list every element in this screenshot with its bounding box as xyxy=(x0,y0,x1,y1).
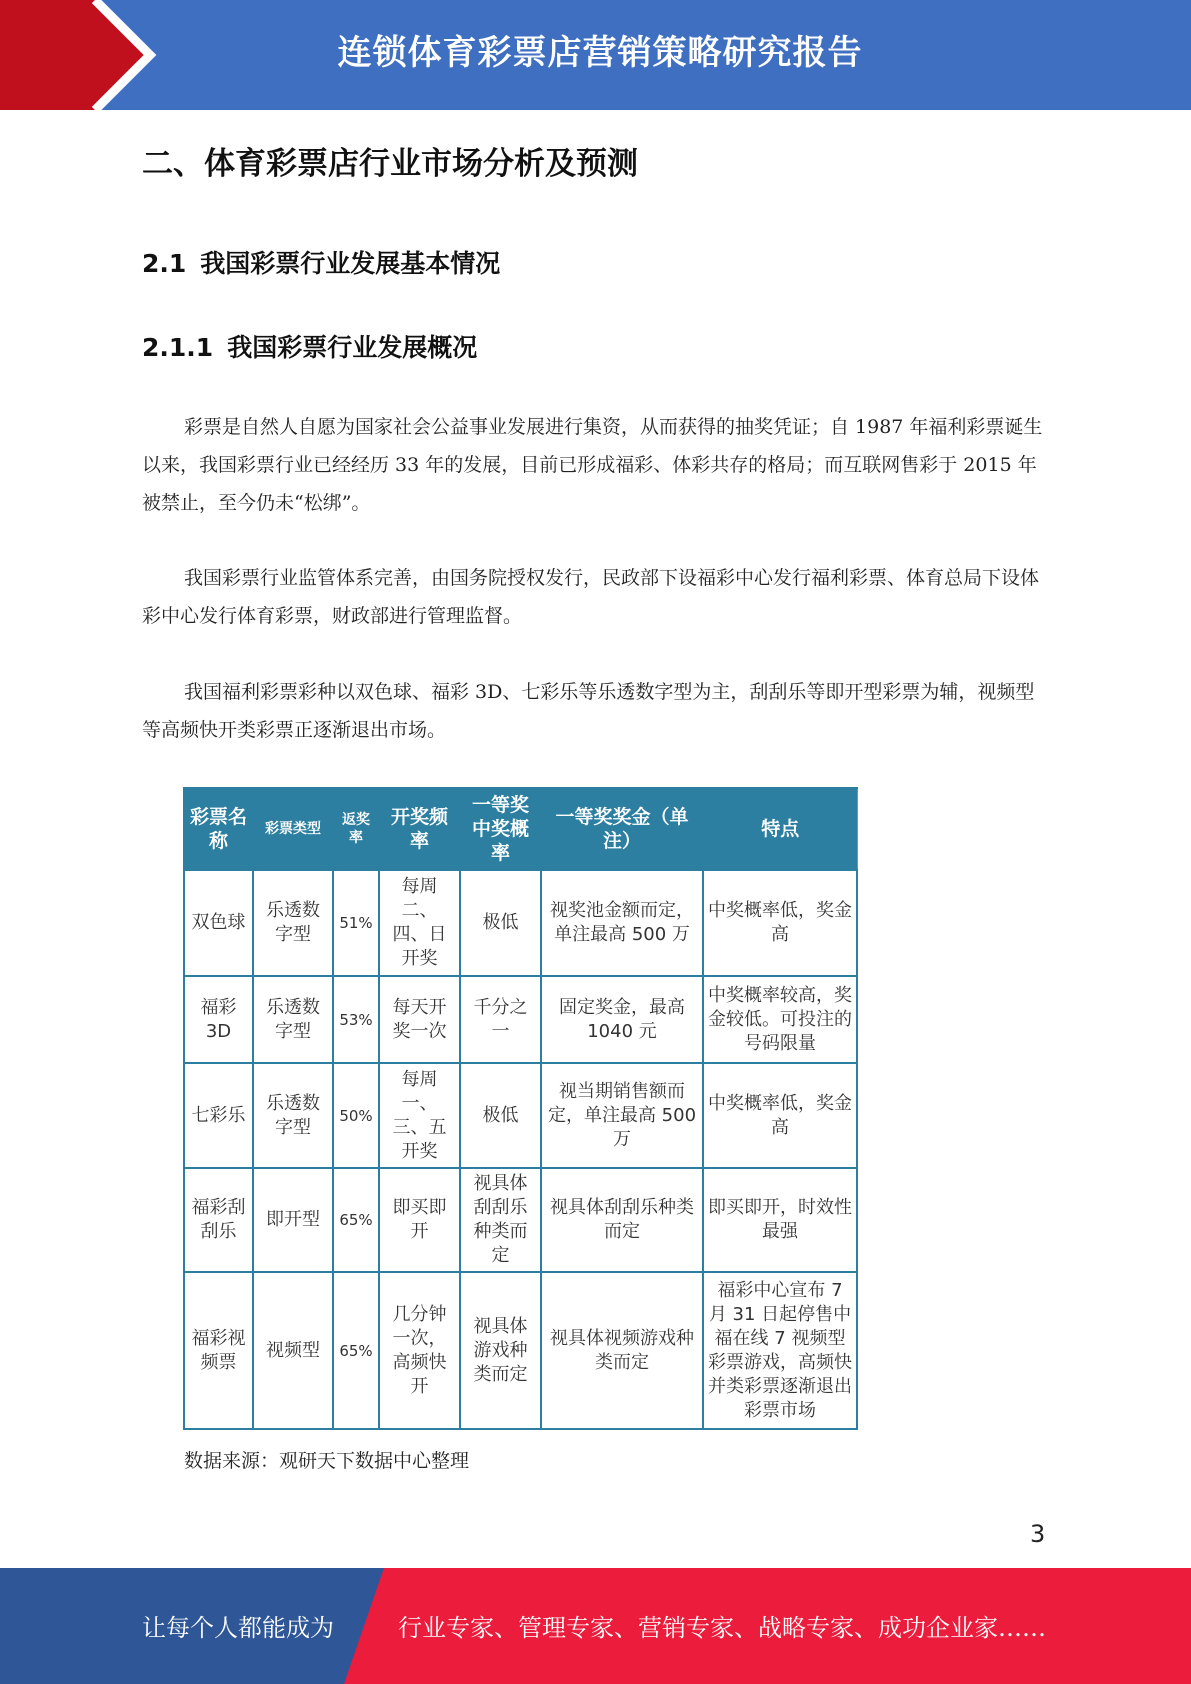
table-cell: 即买即开，时效性最强 xyxy=(703,1168,857,1272)
table-cell: 65% xyxy=(333,1168,379,1272)
table-cell: 千分之一 xyxy=(460,976,541,1063)
table-cell: 即买即开 xyxy=(379,1168,460,1272)
table-cell: 中奖概率低，奖金高 xyxy=(703,870,857,976)
table-cell: 福彩中心宣布 7 月 31 日起停售中福在线 7 视频型彩票游戏，高频快并类彩票逐渐退出彩票市场 xyxy=(703,1272,857,1429)
subsection-heading xyxy=(142,244,500,280)
data-source-note: 数据来源：观研天下数据中心整理 xyxy=(184,1450,470,1472)
body-paragraph: 我国彩票行业监管体系完善，由国务院授权发行，民政部下设福彩中心发行福利彩票、体育总局下设体彩中心发行体育彩票，财政部进行管理监督。 xyxy=(142,567,1040,627)
table-cell: 每周二、四、日开奖 xyxy=(379,870,460,976)
header-chevron-icon xyxy=(0,0,160,110)
table-cell: 50% xyxy=(333,1063,379,1168)
table-cell: 乐透数字型 xyxy=(253,1063,333,1168)
table-header-cell: 彩票类型 xyxy=(253,788,333,870)
table-cell: 福彩刮刮乐 xyxy=(184,1168,253,1272)
table-cell: 中奖概率较高，奖金较低。可投注的号码限量 xyxy=(703,976,857,1063)
page-number: 3 xyxy=(1030,1520,1046,1548)
table-row xyxy=(184,976,857,1063)
table-cell: 几分钟一次，高频快开 xyxy=(379,1272,460,1429)
table-cell: 乐透数字型 xyxy=(253,976,333,1063)
table-cell: 极低 xyxy=(460,870,541,976)
header-banner xyxy=(0,0,1191,110)
table-cell: 即开型 xyxy=(253,1168,333,1272)
table-cell: 视频型 xyxy=(253,1272,333,1429)
subsubsection-heading xyxy=(142,328,477,364)
table-header-cell: 返奖率 xyxy=(333,788,379,870)
table-row xyxy=(184,870,857,976)
table-header-row xyxy=(184,788,857,870)
table-row xyxy=(184,1063,857,1168)
table-cell: 乐透数字型 xyxy=(253,870,333,976)
footer-slogan-left: 让每个人都能成为 xyxy=(142,1614,334,1642)
body-paragraph: 我国福利彩票彩种以双色球、福彩 3D、七彩乐等乐透数字型为主，刮刮乐等即开型彩票为辅，视频型等高频快开类彩票正逐渐退出市场。 xyxy=(142,681,1035,741)
table-cell: 视具体视频游戏种类而定 xyxy=(541,1272,703,1429)
table-cell: 视具体刮刮乐种类而定 xyxy=(541,1168,703,1272)
table-cell: 视具体游戏种类而定 xyxy=(460,1272,541,1429)
subsubsection-title: 我国彩票行业发展概况 xyxy=(227,333,478,362)
section-heading: 二、体育彩票店行业市场分析及预测 xyxy=(142,146,638,182)
table-cell: 极低 xyxy=(460,1063,541,1168)
table-cell: 固定奖金，最高 1040 元 xyxy=(541,976,703,1063)
table-cell: 每天开奖一次 xyxy=(379,976,460,1063)
table-header-cell: 一等奖奖金（单注） xyxy=(541,788,703,870)
subsubsection-number: 2.1.1 xyxy=(142,333,214,362)
table-header-cell: 一等奖中奖概率 xyxy=(460,788,541,870)
report-title: 连锁体育彩票店营销策略研究报告 xyxy=(337,33,863,73)
table-cell: 65% xyxy=(333,1272,379,1429)
table-cell: 53% xyxy=(333,976,379,1063)
table-cell: 福彩 3D xyxy=(184,976,253,1063)
table-header-cell: 特点 xyxy=(703,788,857,870)
table-row xyxy=(184,1272,857,1429)
table-row xyxy=(184,1168,857,1272)
lottery-comparison-table xyxy=(183,787,858,1430)
table-cell: 51% xyxy=(333,870,379,976)
body-paragraph: 彩票是自然人自愿为国家社会公益事业发展进行集资，从而获得的抽奖凭证；自 1987 年福利彩票诞生以来，我国彩票行业已经经历 33 年的发展，目前已形成福彩、体彩共存的格局；而互联网售彩于 2015 年被禁止，至今仍未“松绑”。 xyxy=(142,416,1043,514)
table-cell: 视奖池金额而定，单注最高 500 万 xyxy=(541,870,703,976)
table-cell: 双色球 xyxy=(184,870,253,976)
table-cell: 中奖概率低，奖金高 xyxy=(703,1063,857,1168)
table-header-cell: 开奖频率 xyxy=(379,788,460,870)
footer-slogan-right: 行业专家、管理专家、营销专家、战略专家、成功企业家…… xyxy=(398,1614,1046,1642)
table-cell: 每周一、三、五开奖 xyxy=(379,1063,460,1168)
table-header-cell: 彩票名称 xyxy=(184,788,253,870)
footer-banner xyxy=(0,1568,1191,1684)
table-cell: 七彩乐 xyxy=(184,1063,253,1168)
subsection-title: 我国彩票行业发展基本情况 xyxy=(200,249,501,278)
table-cell: 视具体刮刮乐种类而定 xyxy=(460,1168,541,1272)
subsection-number: 2.1 xyxy=(142,249,187,278)
table-cell: 视当期销售额而定，单注最高 500 万 xyxy=(541,1063,703,1168)
table-cell: 福彩视频票 xyxy=(184,1272,253,1429)
